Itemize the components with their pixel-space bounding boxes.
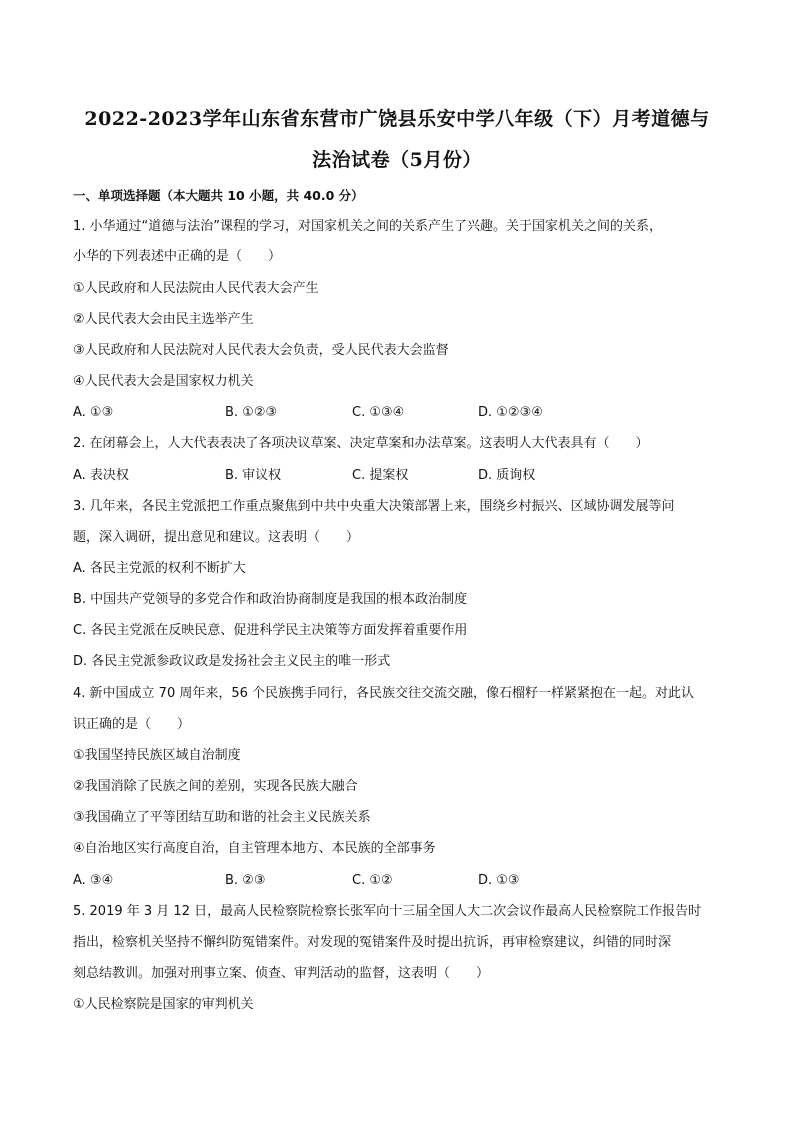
q3-stem-line-2: 题，深入调研，提出意见和建议。这表明（ ）: [73, 530, 360, 545]
q1-stem-line-1: 1. 小华通过“道德与法治”课程的学习，对国家机关之间的关系产生了兴趣。关于国家机关之间的关系，: [73, 219, 663, 234]
q1-option-a: A. ①③: [73, 405, 114, 420]
q5-stem-line-1: 5. 2019 年 3 月 12 日，最高人民检察院检察长张军向十三届全国人大二次会议作最高人民检察院工作报告时: [73, 904, 702, 919]
exam-title-line-2: 法治试卷（5月份）: [312, 149, 482, 171]
q5-statement-1: ①人民检察院是国家的审判机关: [73, 997, 254, 1012]
q5-stem-line-3: 刻总结教训。加强对刑事立案、侦查、审判活动的监督，这表明（ ）: [73, 966, 490, 981]
section-heading: 一、单项选择题（本大题共 10 小题，共 40.0 分）: [73, 188, 364, 203]
q2-options: [73, 467, 733, 485]
q3-stem-line-1: 3. 几年来，各民主党派把工作重点聚焦到中共中央重大决策部署上来，围绕乡村振兴、区域协调发展等问: [73, 499, 675, 514]
q4-stem-line-1: 4. 新中国成立 70 周年来，56 个民族携手同行，各民族交往交流交融，像石榴籽一样紧紧抱在一起。对此认: [73, 686, 695, 701]
q2-option-c: C. 提案权: [352, 468, 409, 483]
q4-option-d: D. ①③: [478, 873, 520, 888]
q2-option-a: A. 表决权: [73, 468, 129, 483]
q1-option-c: C. ①③④: [352, 405, 405, 420]
q4-statement-4: ④自治地区实行高度自治，自主管理本地方、本民族的全部事务: [73, 841, 436, 856]
q2-option-d: D. 质询权: [478, 468, 536, 483]
q4-option-b: B. ②③: [225, 873, 266, 888]
q4-options: [73, 872, 733, 890]
q1-options: [73, 404, 733, 422]
q4-statement-3: ③我国确立了平等团结互助和谐的社会主义民族关系: [73, 810, 371, 825]
q4-option-c: C. ①②: [352, 873, 393, 888]
q1-option-b: B. ①②③: [225, 405, 278, 420]
q3-option-b: B. 中国共产党领导的多党合作和政治协商制度是我国的根本政治制度: [73, 592, 468, 607]
q1-statement-3: ③人民政府和人民法院对人民代表大会负责，受人民代表大会监督: [73, 343, 449, 358]
q2-stem-line-1: 2. 在闭幕会上，人大代表表决了各项决议草案、决定草案和办法草案。这表明人大代表具有（ ）: [73, 436, 649, 451]
q1-statement-2: ②人民代表大会由民主选举产生: [73, 312, 254, 327]
exam-title-line-1: 2022-2023学年山东省东营市广饶县乐安中学八年级（下）月考道德与: [84, 108, 710, 130]
q4-stem-line-2: 识正确的是（ ）: [73, 717, 191, 732]
q3-option-d: D. 各民主党派参政议政是发扬社会主义民主的唯一形式: [73, 654, 391, 669]
q1-option-d: D. ①②③④: [478, 405, 543, 420]
q4-statement-1: ①我国坚持民族区域自治制度: [73, 748, 241, 763]
q4-statement-2: ②我国消除了民族之间的差别，实现各民族大融合: [73, 779, 358, 794]
q3-option-c: C. 各民主党派在反映民意、促进科学民主决策等方面发挥着重要作用: [73, 623, 468, 638]
q1-statement-4: ④人民代表大会是国家权力机关: [73, 374, 254, 389]
q4-option-a: A. ③④: [73, 873, 114, 888]
q2-option-b: B. 审议权: [225, 468, 282, 483]
q1-stem-line-2: 小华的下列表述中正确的是（ ）: [73, 249, 282, 264]
q3-option-a: A. 各民主党派的权利不断扩大: [73, 561, 246, 576]
q1-statement-1: ①人民政府和人民法院由人民代表大会产生: [73, 281, 319, 296]
q5-stem-line-2: 指出，检察机关坚持不懈纠防冤错案件。对发现的冤错案件及时提出抗诉，再审检察建议，纠错的同时深: [73, 935, 672, 950]
